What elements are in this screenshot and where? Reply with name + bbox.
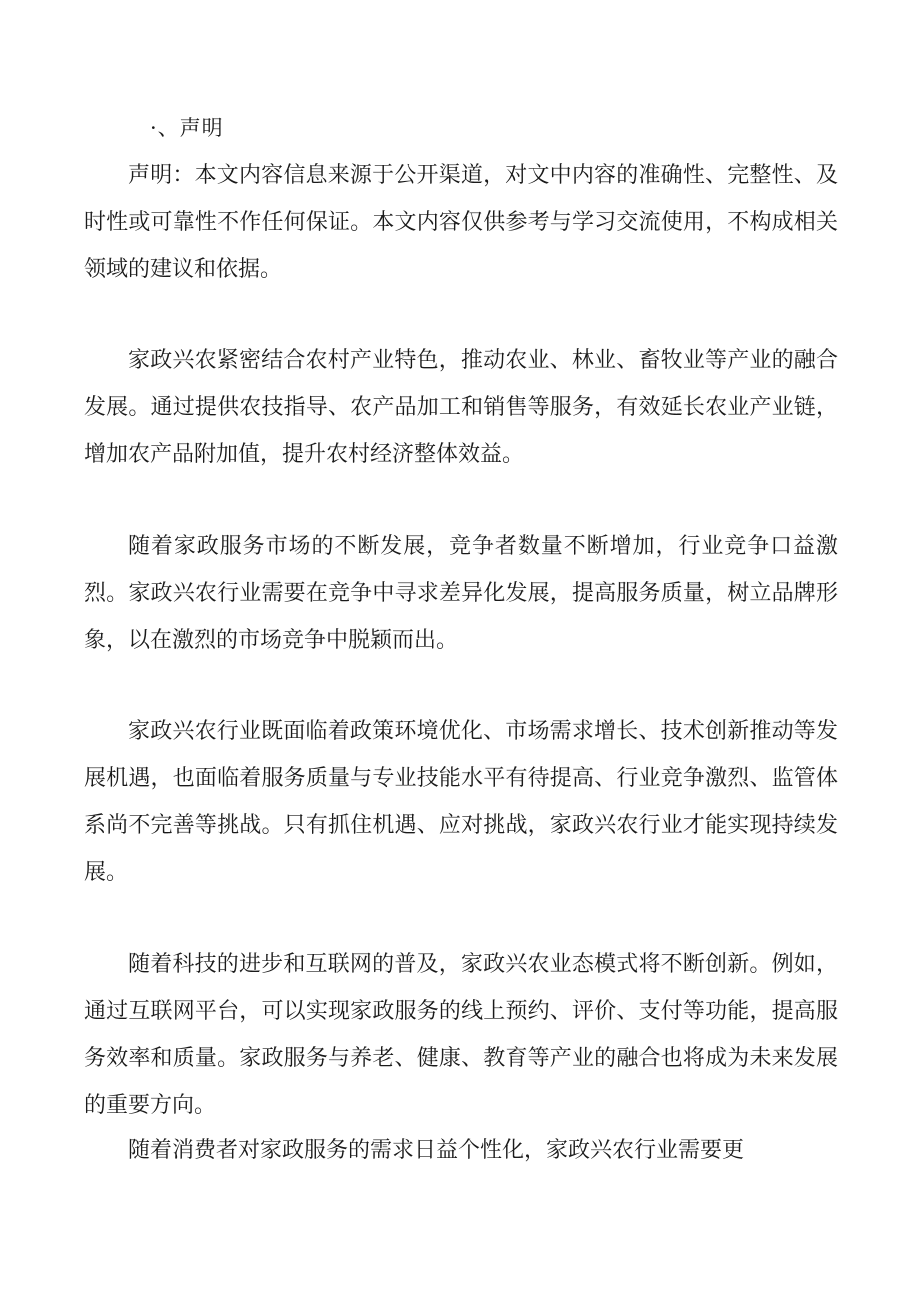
section-heading: ·、声明	[150, 116, 224, 140]
paragraph: 随着科技的进步和互联网的普及，家政兴农业态模式将不断创新。例如，通过互联网平台，可以实现家政服务的线上预约、评价、支付等功能，提高服务效率和质量。家政服务与养老、健康、教育等产业的融合也将成为未来发展的重要方向。	[84, 952, 838, 1118]
paragraph: 家政兴农行业既面临着政策环境优化、市场需求增长、技术创新推动等发展机遇，也面临着服务质量与专业技能水平有待提高、行业竞争激烈、监管体系尚不完善等挑战。只有抓住机遇、应对挑战，家政兴农行业才能实现持续发展。	[84, 719, 838, 885]
paragraph: 随着消费者对家政服务的需求日益个性化，家政兴农行业需要更	[128, 1138, 745, 1163]
paragraph: 随着家政服务市场的不断发展，竞争者数量不断增加，行业竞争口益激烈。家政兴农行业需要在竞争中寻求差异化发展，提高服务质量，树立品牌形象，以在激烈的市场竞争中脱颖而出。	[84, 534, 838, 653]
paragraph-disclaimer: 声明：本文内容信息来源于公开渠道，对文中内容的准确性、完整性、及时性或可靠性不作任何保证。本文内容仅供参考与学习交流使用，不构成相关领域的建议和依据。	[84, 163, 838, 282]
paragraph: 家政兴农紧密结合农村产业特色，推动农业、林业、畜牧业等产业的融合发展。通过提供农技指导、农产品加工和销售等服务，有效延长农业产业链，增加农产品附加值，提升农村经济整体效益。	[84, 348, 838, 467]
